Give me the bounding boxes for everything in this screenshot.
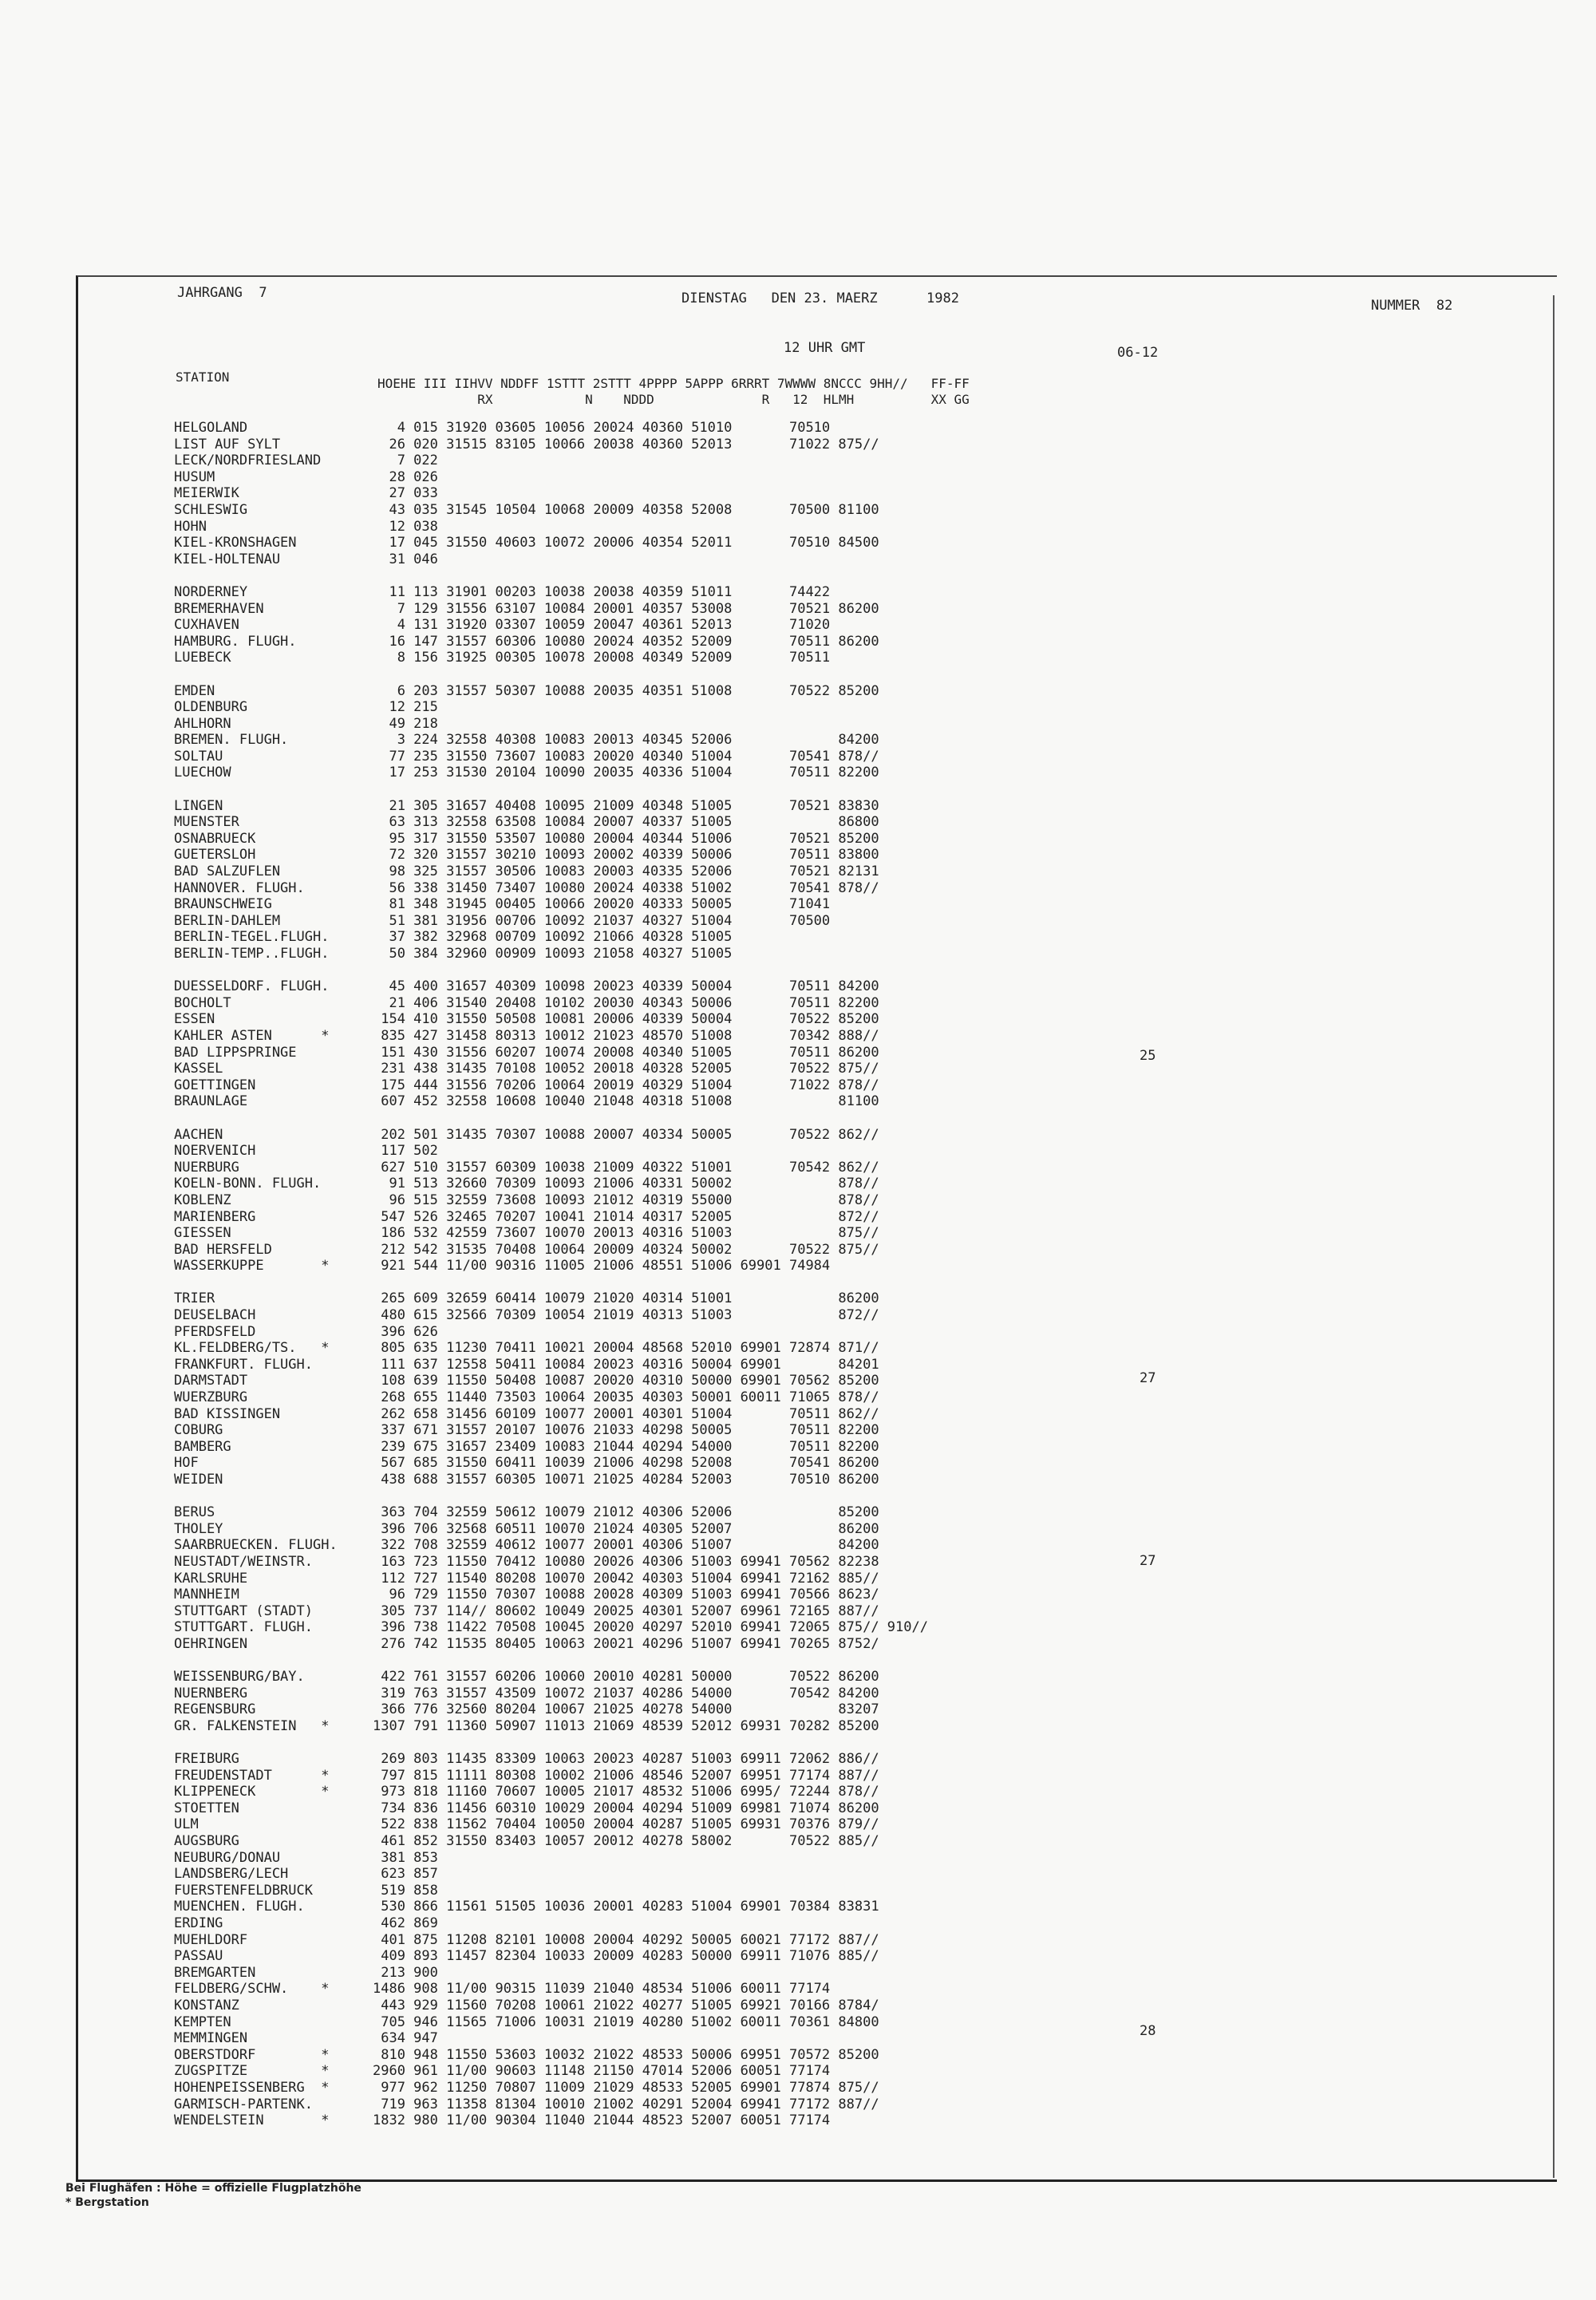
column-headers-line-2: RX N NDDD R 12 HLMH XX GG — [377, 392, 970, 407]
gust-period: 06-12 — [1117, 345, 1159, 361]
issue-date: DIENSTAG DEN 23. MAERZ 1982 — [681, 290, 959, 306]
gust-value: 28 — [1140, 2023, 1156, 2039]
observation-time: 12 UHR GMT — [784, 340, 866, 356]
frame-right-edge — [1553, 295, 1555, 2178]
gust-value: 27 — [1140, 1370, 1156, 1386]
synop-data-block: 4 015 31920 03605 10056 20024 40360 51010 70510 26 020 31515 83105 10066 20038 40360 52013 71022 875// 7 022 28 026 27 033 43 035 31545 10504 10068 20009 40358 52008 70500 81100 12 038 17 045 31550 40603 10072 20006 40354 52011 70510 84500 31 046 11 113 31901 00203 10038 20038 40359 51011 74422 7 129 31556 63107 10084 20001 40357 53008 70521 86200 4 131 31920 03307 10059 20047 40361 52013 71020 16 147 31557 60306 10080 20024 40352 52009 70511 86200 8 156 31925 00305 10078 20008 40349 52009 70511 6 203 31557 50307 10088 20035 40351 51008 70522 85200 12 215 49 218 3 224 32558 40308 10083 20013 40345 52006 84200 77 235 31550 73607 10083 20020 40340 51004 70541 878// 17 253 31530 20104 10090 20035 40336 51004 70511 82200 21 305 31657 40408 10095 21009 40348 51005 70521 83830 63 313 32558 63508 10084 20007 40337 51005 86800 95 317 31550 53507 10080 20004 40344 51006 70521 85200 72 320 31557 30210 10093 20002 40339 50006 70511 83800 98 325 31557 30506 10083 20003 40335 52006 70521 82131 56 338 31450 73407 10080 20024 40338 51002 70541 878// 81 348 31945 00405 10066 20020 40333 50005 71041 51 381 31956 00706 10092 21037 40327 51004 70500 37 382 32968 00709 10092 21066 40328 51005 50 384 32960 00909 10093 21058 40327 51005 45 400 31657 40309 10098 20023 40339 50004 70511 84200 21 406 31540 20408 10102 20030 40343 50006 70511 82200 154 410 31550 50508 10081 20006 40339 50004 70522 85200 835 427 31458 80313 10012 21023 48570 51008 70342 888// 151 430 31556 60207 10074 20008 40340 51005 70511 86200 231 438 31435 70108 10052 20018 40328 52005 70522 875// 175 444 31556 70206 10064 20019 40329 51004 71022 878// 607 452 32558 10608 10040 21048 40318 51008 81100 202 501 31435 70307 10088 20007 40334 50005 70522 862// 117 502 627 510 31557 60309 10038 21009 40322 51001 70542 862// 91 513 32660 70309 10093 21006 40331 50002 878// 96 515 32559 73608 10093 21012 40319 55000 878// 547 526 32465 70207 10041 21014 40317 52005 872// 186 532 42559 73607 10070 20013 40316 51003 875// 212 542 31535 70408 10064 20009 40324 50002 70522 875// 921 544 11/00 90316 11005 21006 48551 51006 69901 74984 265 609 32659 60414 10079 21020 40314 51001 86200 480 615 32566 70309 10054 21019 40313 51003 872// 396 626 805 635 11230 70411 10021 20004 48568 52010 69901 72874 871// 111 637 12558 50411 10084 20023 40316 50004 69901 84201 108 639 11550 50408 10087 20020 40310 50000 69901 70562 85200 268 655 11440 73503 10064 20035 40303 50001 60011 71065 878// 262 658 31456 60109 10077 20001 40301 51004 70511 862// 337 671 31557 20107 10076 21033 40298 50005 70511 82200 239 675 31657 23409 10083 21044 40294 54000 70511 82200 567 685 31550 60411 10039 21006 40298 52008 70541 86200 438 688 31557 60305 10071 21025 40284 52003 70510 86200 363 704 32559 50612 10079 21012 40306 52006 85200 396 706 32568 60511 10070 21024 40305 52007 86200 322 708 32559 40612 10077 20001 40306 51007 84200 163 723 11550 70412 10080 20026 40306 51003 69941 70562 82238 112 727 11540 80208 10070 20042 40303 51004 69941 72162 885// 96 729 11550 70307 10088 20028 40309 51003 69941 70566 8623/ 305 737 114// 80602 10049 20025 40301 52007 69961 72165 887// 396 738 11422 70508 10045 20020 40297 52010 69941 72065 875// 910// 276 742 11535 80405 10063 20021 40296 51007 69941 70265 8752/ 422 761 31557 60206 10060 20010 40281 50000 70522 86200 319 763 31557 43509 10072 21037 40286 54000 70542 84200 366 776 32560 80204 10067 21025 40278 54000 83207 1307 791 11360 50907 11013 21069 48539 52012 69931 70282 85200 269 803 11435 83309 10063 20023 40287 51003 69911 72062 886// 797 815 11111 80308 10002 21006 48546 52007 69951 77174 887// 973 818 11160 70607 10005 21017 48532 51006 6995/ 72244 878// 734 836 11456 60310 10029 20004 40294 51009 69981 71074 86200 522 838 11562 70404 10050 20004 40287 51005 69931 70376 879// 461 852 31550 83403 10057 20012 40278 58002 70522 885// 381 853 623 857 519 858 530 866 11561 51505 10036 20001 40283 51004 69901 70384 83831 462 869 401 875 11208 82101 10008 20004 40292 50005 60021 77172 887// 409 893 11457 82304 10033 20009 40283 50000 69911 71076 885// 213 900 1486 908 11/00 90315 11039 21040 48534 51006 60011 77174 443 929 11560 70208 10061 21022 40277 51005 69921 70166 8784/ 705 946 11565 71006 10031 21019 40280 51002 60011 70361 84800 634 947 810 948 11550 53603 10032 21022 48533 50006 69951 70572 85200 2960 961 11/00 90603 11148 21150 47014 52006 60051 77174 977 962 11250 70807 11009 21029 48533 52005 69901 77874 875// 719 963 11358 81304 10010 21002 40291 52004 69941 77172 887// 1832 980 11/00 90304 11040 21044 48523 52007 60051 77174 — [373, 420, 928, 2129]
footnote-airport-height: Bei Flughäfen : Höhe = offizielle Flugplatzhöhe — [65, 2182, 361, 2195]
gust-value: 27 — [1140, 1553, 1156, 1569]
footnote-mountain-station: * Bergstation — [65, 2196, 149, 2209]
issue-number: NUMMER 82 — [1371, 298, 1453, 314]
volume-label: JAHRGANG 7 — [177, 285, 267, 301]
station-column-header: STATION — [176, 370, 230, 385]
station-list: HELGOLAND LIST AUF SYLT LECK/NORDFRIESLAND HUSUM MEIERWIK SCHLESWIG HOHN KIEL-KRONSHAGEN KIEL-HOLTENAU NORDERNEY BREMERHAVEN CUXHAVEN HAMBURG. FLUGH. LUEBECK EMDEN OLDENBURG AHLHORN BREMEN. FLUGH. SOLTAU LUECHOW LINGEN MUENSTER OSNABRUECK GUETERSLOH BAD SALZUFLEN HANNOVER. FLUGH. BRAUNSCHWEIG BERLIN-DAHLEM BERLIN-TEGEL.FLUGH. BERLIN-TEMP..FLUGH. DUESSELDORF. FLUGH. BOCHOLT ESSEN KAHLER ASTEN * BAD LIPPSPRINGE KASSEL GOETTINGEN BRAUNLAGE AACHEN NOERVENICH NUERBURG KOELN-BONN. FLUGH. KOBLENZ MARIENBERG GIESSEN BAD HERSFELD WASSERKUPPE * TRIER DEUSELBACH PFERDSFELD KL.FELDBERG/TS. * FRANKFURT. FLUGH. DARMSTADT WUERZBURG BAD KISSINGEN COBURG BAMBERG HOF WEIDEN BERUS THOLEY SAARBRUECKEN. FLUGH. NEUSTADT/WEINSTR. KARLSRUHE MANNHEIM STUTTGART (STADT) STUTTGART. FLUGH. OEHRINGEN WEISSENBURG/BAY. NUERNBERG REGENSBURG GR. FALKENSTEIN * FREIBURG FREUDENSTADT * KLIPPENECK * STOETTEN ULM AUGSBURG NEUBURG/DONAU LANDSBERG/LECH FUERSTENFELDBRUCK MUENCHEN. FLUGH. ERDING MUEHLDORF PASSAU BREMGARTEN FELDBERG/SCHW. * KONSTANZ KEMPTEN MEMMINGEN OBERSTDORF * ZUGSPITZE * HOHENPEISSENBERG * GARMISCH-PARTENK. WENDELSTEIN * — [174, 420, 338, 2129]
column-headers-line-1: HOEHE III IIHVV NDDFF 1STTT 2STTT 4PPPP 5APPP 6RRRT 7WWWW 8NCCC 9HH// FF-FF — [377, 376, 970, 391]
gust-value: 25 — [1140, 1048, 1156, 1064]
